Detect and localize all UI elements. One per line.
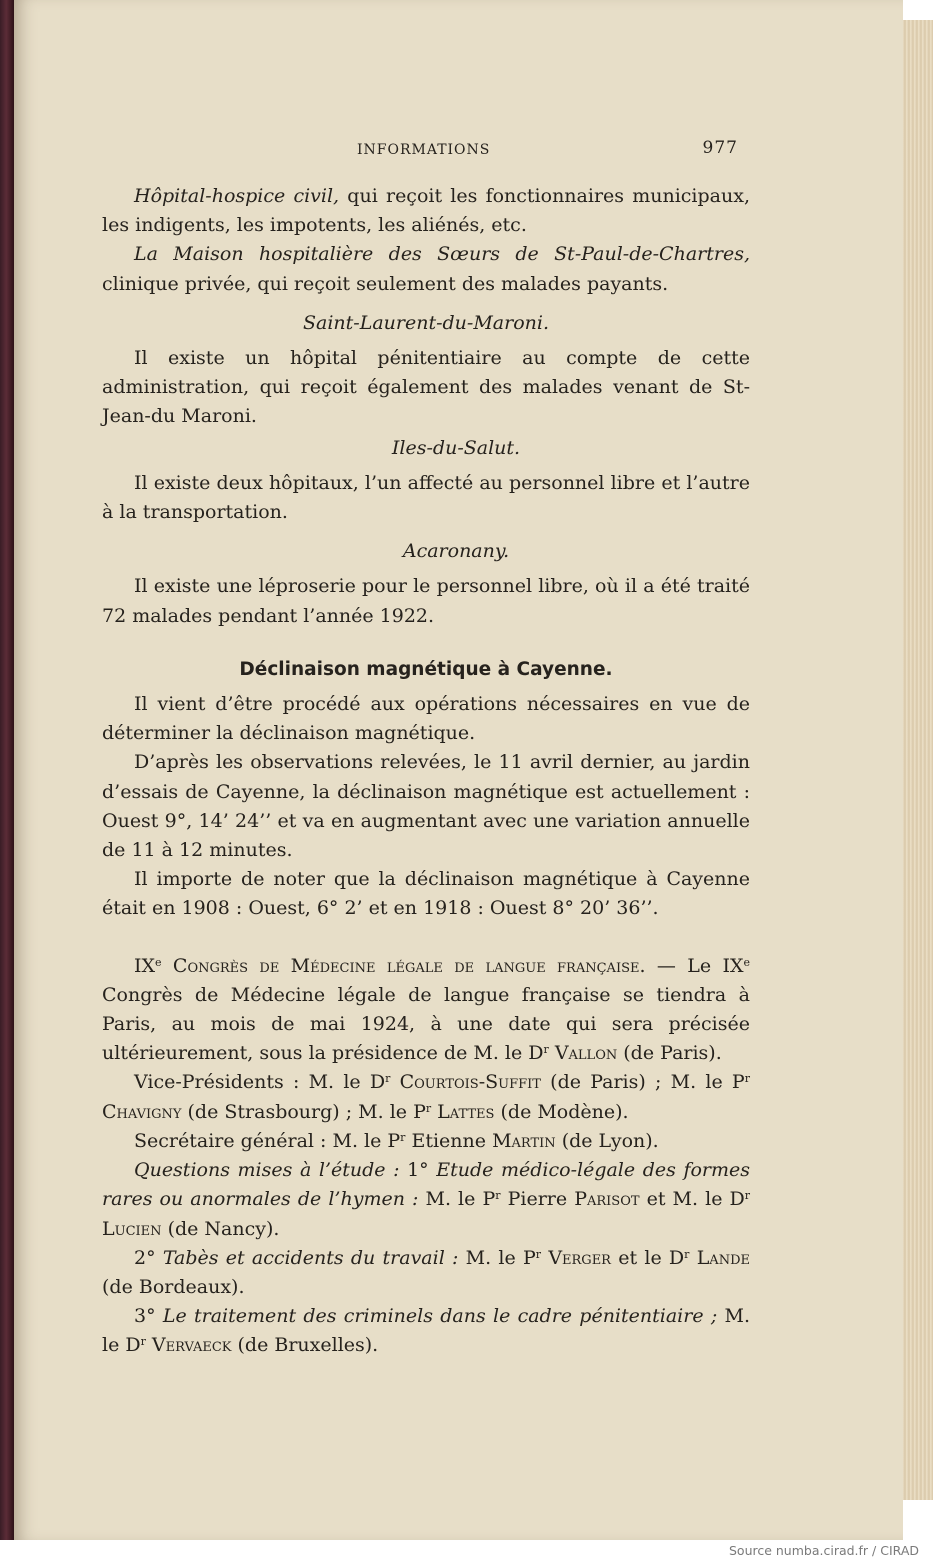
paragraph-acaronany: Il existe une léproserie pour le personnel libre, où il a été traité 72 malades pendant l’année 1922. xyxy=(102,575,750,627)
section-gap xyxy=(102,924,750,952)
paragraph-hopital-civil: Hôpital-hospice civil, qui reçoit les fonctionnaires municipaux, les indigents, les impotents, les aliénés, etc. xyxy=(102,185,750,237)
subheading-iles-du-salut: Iles-du-Salut. xyxy=(391,436,521,459)
body-text xyxy=(102,182,750,1361)
running-head xyxy=(102,136,750,160)
subheading-saint-laurent: Saint-Laurent-du-Maroni. xyxy=(303,311,549,334)
paragraph-iles-du-salut: Il existe deux hôpitaux, l’un affecté au personnel libre et l’autre à la transportation. xyxy=(102,471,750,524)
paragraph-question-1: Questions mises à l’étude : 1° Etude médico-légale des formes rares ou anormales de l’hymen : M. le $P^r$ Pierre Parisot et M. le $D^r$ Lucien (de Nancy). xyxy=(102,1159,751,1240)
page-number: 977 xyxy=(702,138,738,158)
paragraph-vice-presidents: Vice-Présidents : M. le $D^r$ Courtois-Suffit (de Paris) ; M. le $P^r$ Chavigny (de Strasbourg) ; M. le $P^r$ Lattes (de Modène). xyxy=(102,1071,750,1123)
paragraph-saint-laurent: Il existe un hôpital pénitentiaire au compte de cette administration, qui reçoit également des malades venant de St-Jean-du Maroni. xyxy=(102,347,750,428)
paragraph-question-3: 3° Le traitement des criminels dans le cadre pénitentiaire ; M. le $D^r$ Vervaeck (de Bruxelles). xyxy=(102,1305,750,1357)
source-credit: Source numba.cirad.fr / CIRAD xyxy=(728,1543,919,1558)
section-title-declinaison: Déclinaison magnétique à Cayenne. xyxy=(239,658,613,680)
paragraph-declinaison-2: D’après les observations relevées, le 11 avril dernier, au jardin d’essais de Cayenne, la déclinaison magnétique est actuellement : Ouest 9°, 14’ 24’’ et va en augmentant avec une variation annuelle de 11 à 12 minutes. xyxy=(102,751,750,862)
paragraph-congres-intro: IXe Congrès de Médecine légale de langue française. — Le IXe Congrès de Médecine légale de langue française se tiendra à Paris, au mois de mai 1924, à une date qui sera précisée ultérieurement, sous la présidence de M. le $D^r$ Vallon (de Paris). xyxy=(102,954,750,1065)
subheading-acaronany: Acaronany. xyxy=(402,540,510,563)
paragraph-secretaire: Secrétaire général : M. le $P^r$ Etienne Martin (de Lyon). xyxy=(134,1129,659,1152)
book-binding xyxy=(0,0,14,1540)
paragraph-question-2: 2° Tabès et accidents du travail : M. le $P^r$ Verger et le $D^r$ Lande (de Bordeaux). xyxy=(102,1246,750,1298)
book-page xyxy=(14,0,903,1540)
running-head-title: INFORMATIONS xyxy=(357,142,491,158)
page-edge xyxy=(903,20,933,1500)
paragraph-declinaison-3: Il importe de noter que la déclinaison magnétique à Cayenne était en 1908 : Ouest, 6° 2’ et en 1918 : Ouest 8° 20’ 36’’. xyxy=(102,868,750,920)
paragraph-maison-hospitaliere: La Maison hospitalière des Sœurs de St-Paul-de-Chartres, clinique privée, qui reçoit seulement des malades payants. xyxy=(102,243,750,295)
paragraph-declinaison-1: Il vient d’être procédé aux opérations nécessaires en vue de déterminer la déclinaison magnétique. xyxy=(102,693,750,745)
